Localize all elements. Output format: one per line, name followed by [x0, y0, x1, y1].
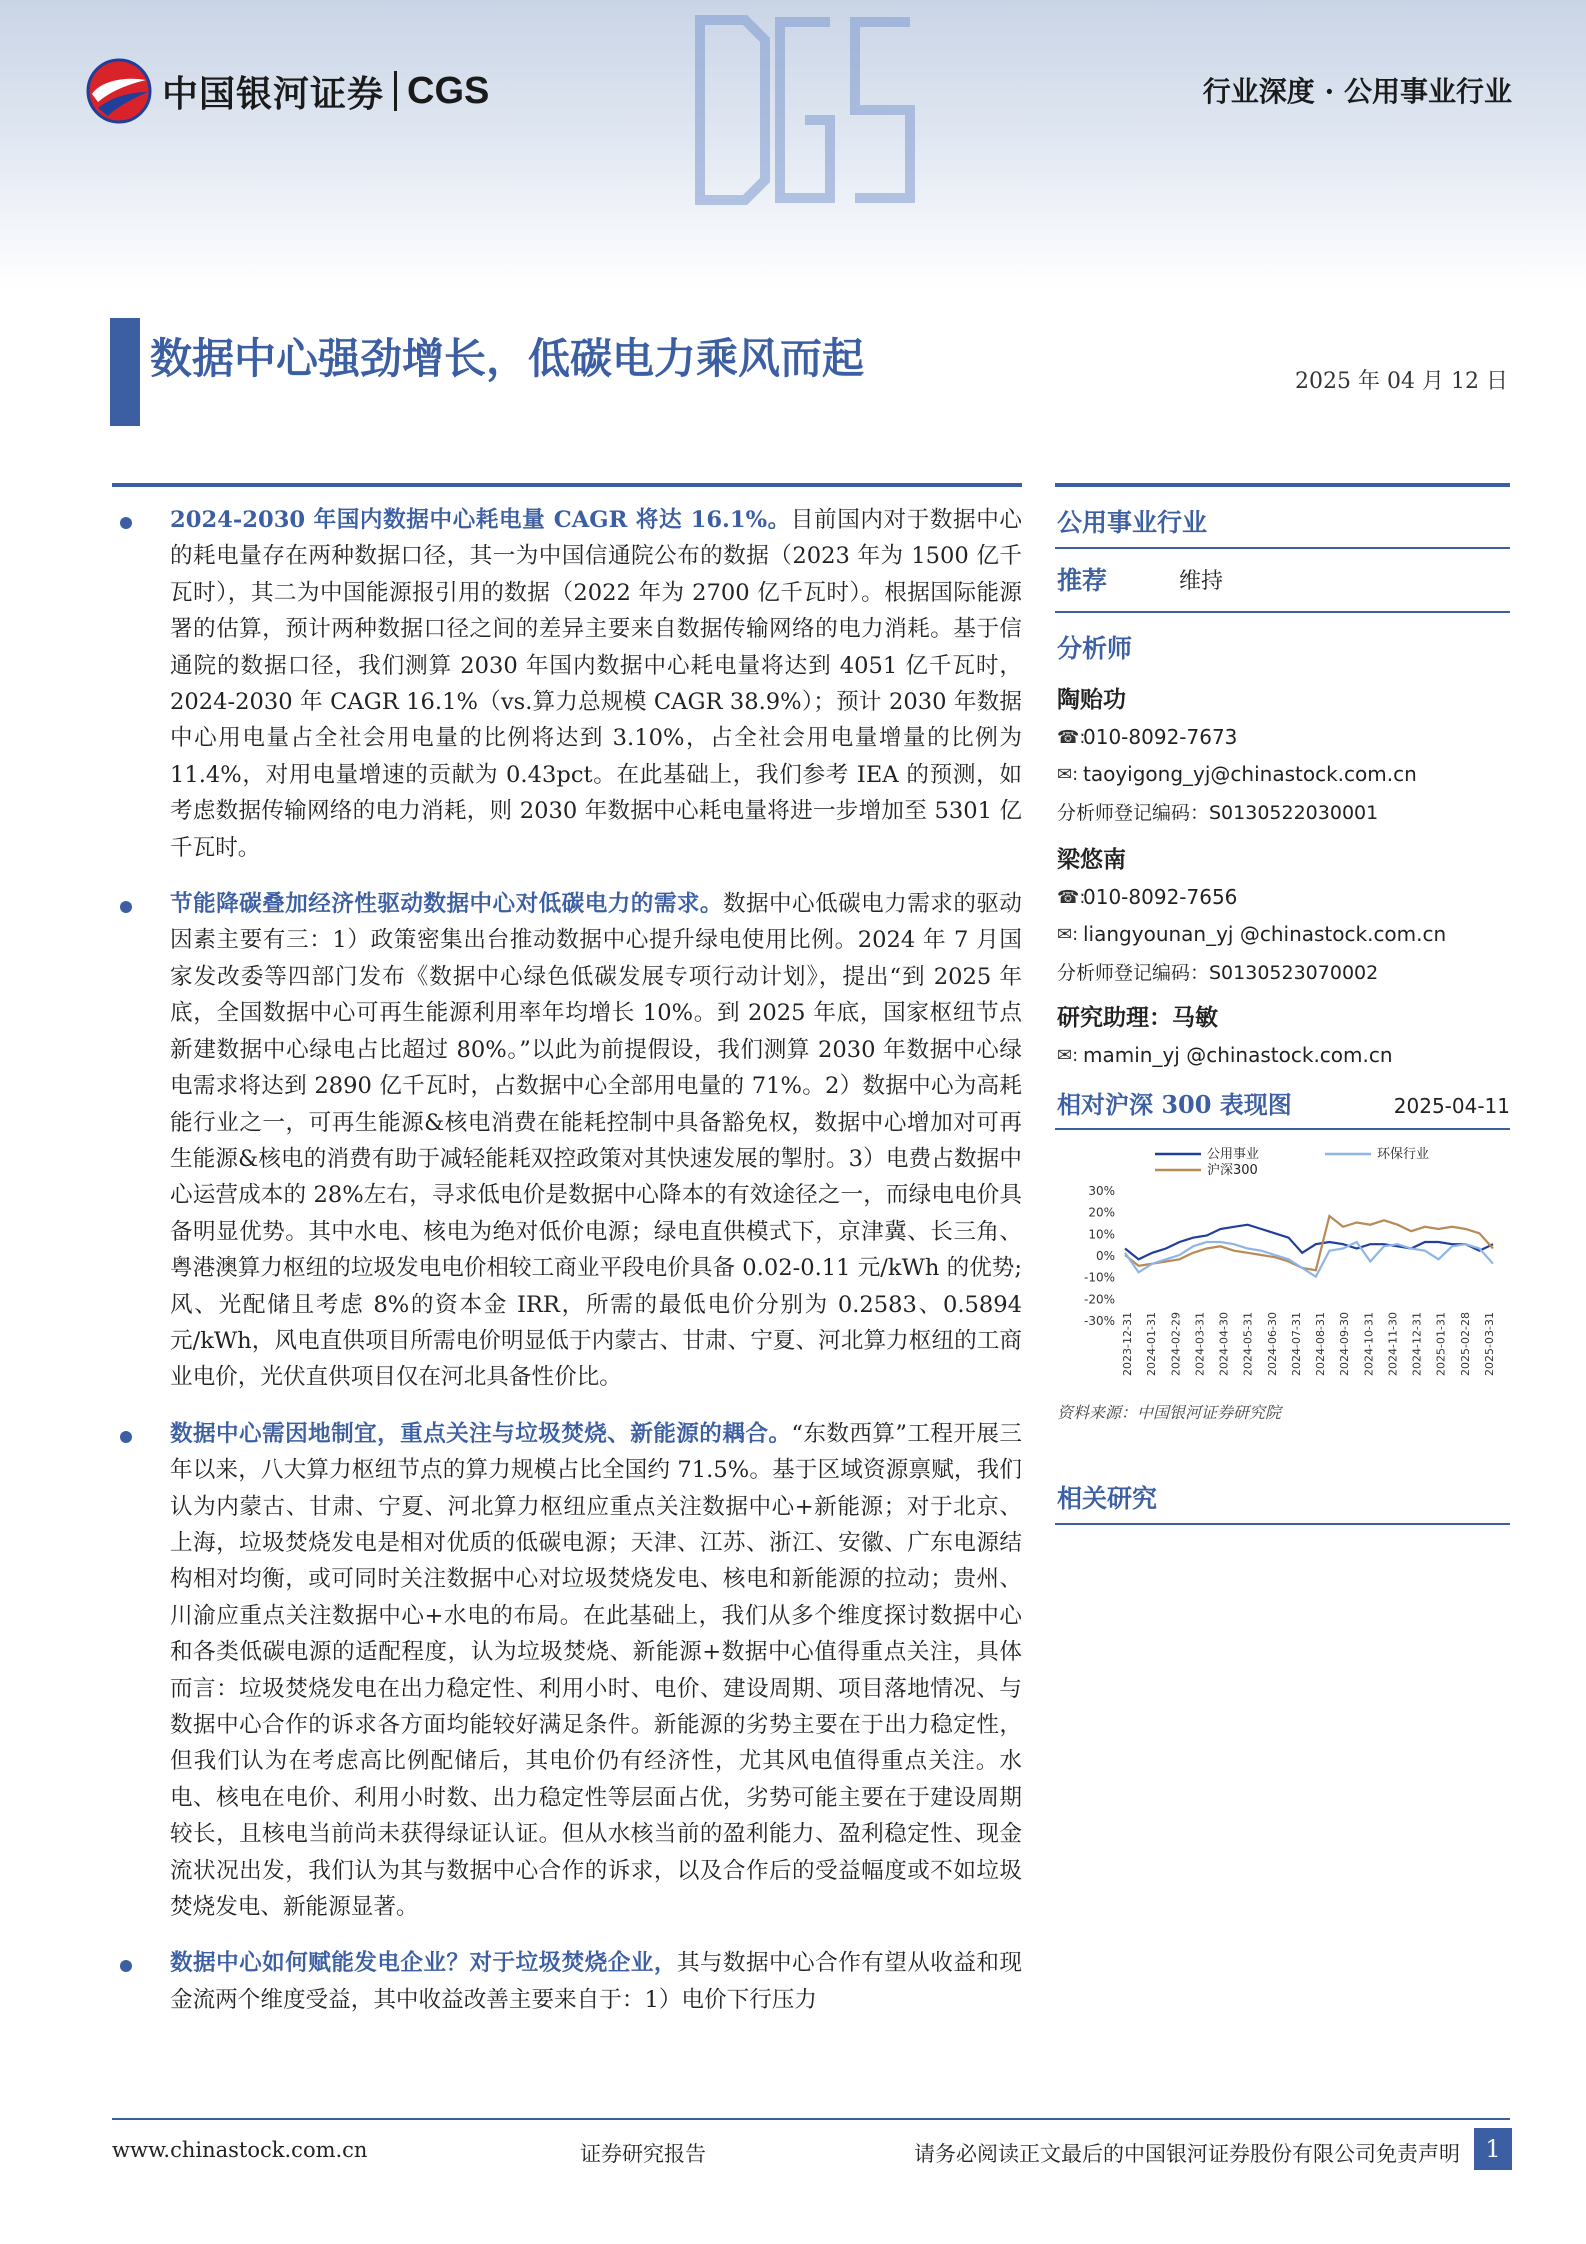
- bullet-dot-icon: [120, 901, 132, 913]
- logo-chinese-name: 中国银河证券: [162, 73, 385, 115]
- report-type: 行业深度 · 公用事业行业: [1202, 75, 1512, 108]
- paragraph-text: “东数西算”工程开展三年以来，八大算力枢纽节点的算力规模占比全国约 71.5%。基于区域资源禀赋，我们认为内蒙古、甘肃、宁夏、河北算力枢纽应重点关注数据中心+新能源；对于北京、上海，垃圾焚烧发电是相对优质的低碳电源；天津、江苏、浙江、安徽、广东电源结构相对均衡，或可同时关注数据中心对垃圾焚烧发电、核电和新能源的拉动；贵州、川渝应重点关注数据中心+水电的布局。在此基础上，我们从多个维度探讨数据中心和各类低碳电源的适配程度，认为垃圾焚烧、新能源+数据中心值得重点关注，具体而言：垃圾焚烧发电在出力稳定性、利用小时、电价、建设周期、项目落地情况、与数据中心合作的诉求各方面均能较好满足条件。新能源的劣势主要在于出力稳定性，但我们认为在考虑高比例配储后，其电价仍有经济性，尤其风电值得重点关注。水电、核电在电价、利用小时数、出力稳定性等层面占优，劣势可能主要在于建设周期较长，且核电当前尚未获得绿证认证。但从水核当前的盈利能力、盈利稳定性、现金流状况出发，我们认为其与数据中心合作的诉求，以及合作后的受益幅度或不如垃圾焚烧发电、新能源显著。: [170, 1420, 1022, 1921]
- paragraph: [112, 502, 1022, 866]
- performance-header: [1055, 1073, 1510, 1128]
- relative-performance-chart: [1055, 1130, 1510, 1394]
- title-accent-bar: [110, 318, 140, 426]
- y-tick-label: -30%: [1083, 1314, 1115, 1328]
- bullet-dot-icon: [120, 1431, 132, 1443]
- mail-icon: ✉:: [1057, 923, 1079, 945]
- analyst-registration: 分析师登记编码：S0130523070002: [1057, 962, 1379, 984]
- chart-svg: [1055, 1130, 1510, 1394]
- rating-label: 推荐: [1057, 566, 1108, 595]
- x-tick-label: 2025-01-31: [1434, 1312, 1448, 1376]
- analyst-email[interactable]: ✉: taoyigong_yj@chinastock.com.cn: [1057, 762, 1417, 786]
- analysts-heading: 分析师: [1057, 634, 1133, 663]
- y-tick-label: 20%: [1088, 1205, 1115, 1220]
- paragraph-text: 目前国内对于数据中心的耗电量存在两种数据口径，其一为中国信通院公布的数据（2023 年为 1500 亿千瓦时），其二为中国能源报引用的数据（2022 年为 2700 亿千瓦时）。根据国际能源署的估算，预计两种数据口径之间的差异主要来自数据传输网络的电力消耗。基于信通院的数据口径，我们测算 2030 年国内数据中心耗电量将达到 4051 亿千瓦时，2024-2030 年 CAGR 16.1%（vs.算力总规模 CAGR 38.9%）；预计 2030 年数据中心用电量占全社会用电量的比例将达到 3.10%，占全社会用电量增量的比例为 11.4%，对用电量增速的贡献为 0.43pct。在此基础上，我们参考 IEA 的预测，如考虑数据传输网络的电力消耗，则 2030 年数据中心耗电量将进一步增加至 5301 亿千瓦时。: [170, 507, 1023, 861]
- analyst-email[interactable]: ✉: liangyounan_yj @chinastock.com.cn: [1057, 922, 1447, 946]
- paragraph-highlight: 数据中心需因地制宜，重点关注与垃圾焚烧、新能源的耦合。: [170, 1420, 792, 1447]
- x-tick-label: 2024-05-31: [1241, 1312, 1255, 1376]
- analyst-name: 梁悠南: [1057, 846, 1126, 873]
- paragraph-highlight: 数据中心如何赋能发电企业？对于垃圾焚烧企业，: [170, 1950, 677, 1977]
- analyst-phone: ☎: 010-8092-7673: [1057, 725, 1238, 749]
- paragraph: [112, 1945, 1022, 2018]
- paragraph-text: 其与数据中心合作有望从收益和现金流两个维度受益，其中收益改善主要来自于：1）电价下行压力: [170, 1950, 1022, 2013]
- analyst-name: 陶贻功: [1057, 686, 1126, 713]
- y-tick-label: 10%: [1088, 1227, 1115, 1242]
- paragraph: [112, 886, 1022, 1396]
- x-tick-label: 2024-03-31: [1193, 1312, 1207, 1376]
- page-number: 1: [1474, 2128, 1512, 2170]
- legend-label: 环保行业: [1377, 1147, 1430, 1162]
- legend-label: 公用事业: [1207, 1147, 1260, 1162]
- main-content: [112, 502, 1022, 2038]
- performance-date: 2025-04-11: [1393, 1094, 1510, 1118]
- x-tick-label: 2025-03-31: [1483, 1312, 1496, 1376]
- cgs-watermark-logo: [690, 10, 920, 210]
- mail-icon: ✉:: [1057, 763, 1079, 785]
- paragraph-highlight: 节能降碳叠加经济性驱动数据中心对低碳电力的需求。: [170, 891, 723, 918]
- report-date: 2025 年 04 月 12 日: [1295, 369, 1508, 394]
- paragraph-text: 数据中心低碳电力需求的驱动因素主要有三：1）政策密集出台推动数据中心提升绿电使用比例。2024 年 7 月国家发改委等四部门发布《数据中心绿色低碳发展专项行动计划》，提出“到 2025 年底，全国数据中心可再生能源利用率年均增长 10%。到 2025 年底，国家枢纽节点新建数据中心绿电占比超过 80%。”以此为前提假设，我们测算 2030 年数据中心绿电需求将达到 2890 亿千瓦时，占数据中心全部用电量的 71%。2）数据中心为高耗能行业之一，可再生能源&核电消费在能耗控制中具备豁免权，数据中心增加对可再生能源&核电的消费有助于减轻能耗双控政策对其快速发展的掣肘。3）电费占数据中心运营成本的 28%左右，寻求低电价是数据中心降本的有效途径之一，而绿电电价具备明显优势。其中水电、核电为绝对低价电源；绿电直供模式下，京津冀、长三角、粤港澳算力枢纽的垃圾发电电价相较工商业平段电价具备 0.02-0.11 元/kWh 的优势;风、光配储且考虑 8%的资本金 IRR，所需的最低电价分别为 0.2583、0.5894 元/kWh，风电直供项目所需电价明显低于内蒙古、甘肃、宁夏、河北算力枢纽的工商业电价，光伏直供项目仅在河北具备性价比。: [170, 891, 1022, 1391]
- phone-icon: ☎:: [1057, 726, 1086, 748]
- x-tick-label: 2023-12-31: [1121, 1312, 1134, 1376]
- rating-value: 维持: [1179, 568, 1224, 594]
- mail-icon: ✉:: [1057, 1044, 1079, 1066]
- footer-rule: [112, 2118, 1510, 2120]
- company-logo: [86, 58, 489, 124]
- x-tick-label: 2024-06-30: [1265, 1312, 1279, 1376]
- sidebar: [1055, 483, 1510, 1525]
- paragraph-highlight: 2024-2030 年国内数据中心耗电量 CAGR 将达 16.1%。: [170, 507, 791, 533]
- x-tick-label: 2024-08-31: [1314, 1312, 1328, 1376]
- main-top-rule: [112, 483, 1022, 487]
- performance-title: 相对沪深 300 表现图: [1057, 1090, 1292, 1119]
- research-assistant: 研究助理：马敏: [1057, 1004, 1218, 1031]
- bullet-dot-icon: [120, 1960, 132, 1972]
- y-tick-label: -10%: [1083, 1270, 1115, 1285]
- rating-row: [1055, 549, 1510, 611]
- x-tick-label: 2024-11-30: [1386, 1312, 1400, 1376]
- galaxy-logo-icon: [86, 58, 152, 124]
- divider: [1055, 1523, 1510, 1525]
- legend-label: 沪深300: [1207, 1163, 1258, 1178]
- y-tick-label: -20%: [1083, 1292, 1115, 1307]
- x-tick-label: 2024-01-31: [1145, 1312, 1159, 1376]
- x-tick-label: 2024-04-30: [1217, 1312, 1231, 1376]
- footer-disclaimer: 请务必阅读正文最后的中国银河证券股份有限公司免责声明: [914, 2142, 1460, 2166]
- logo-english-name: CGS: [407, 69, 490, 112]
- report-title: 数据中心强劲增长，低碳电力乘风而起: [150, 334, 865, 383]
- chart-source: 资料来源：中国银河证券研究院: [1057, 1403, 1282, 1422]
- assistant-email[interactable]: ✉: mamin_yj @chinastock.com.cn: [1057, 1043, 1393, 1067]
- analyst-phone: ☎: 010-8092-7656: [1057, 885, 1238, 909]
- paragraph: [112, 1416, 1022, 1926]
- x-tick-label: 2024-10-31: [1362, 1312, 1376, 1376]
- bullet-dot-icon: [120, 517, 132, 529]
- footer-website[interactable]: www.chinastock.com.cn: [112, 2138, 368, 2162]
- x-tick-label: 2024-09-30: [1338, 1312, 1352, 1376]
- footer-report-label: 证券研究报告: [580, 2142, 706, 2166]
- y-tick-label: 30%: [1088, 1184, 1115, 1198]
- y-tick-label: 0%: [1095, 1249, 1115, 1263]
- x-tick-label: 2024-02-29: [1169, 1312, 1183, 1376]
- industry-heading: 公用事业行业: [1057, 508, 1208, 537]
- analyst-registration: 分析师登记编码：S0130522030001: [1057, 802, 1379, 824]
- related-research-heading: 相关研究: [1057, 1484, 1158, 1513]
- x-tick-label: 2025-02-28: [1458, 1312, 1472, 1376]
- x-tick-label: 2024-07-31: [1289, 1312, 1303, 1376]
- phone-icon: ☎:: [1057, 886, 1086, 908]
- logo-separator: [394, 71, 397, 111]
- x-tick-label: 2024-12-31: [1410, 1312, 1424, 1376]
